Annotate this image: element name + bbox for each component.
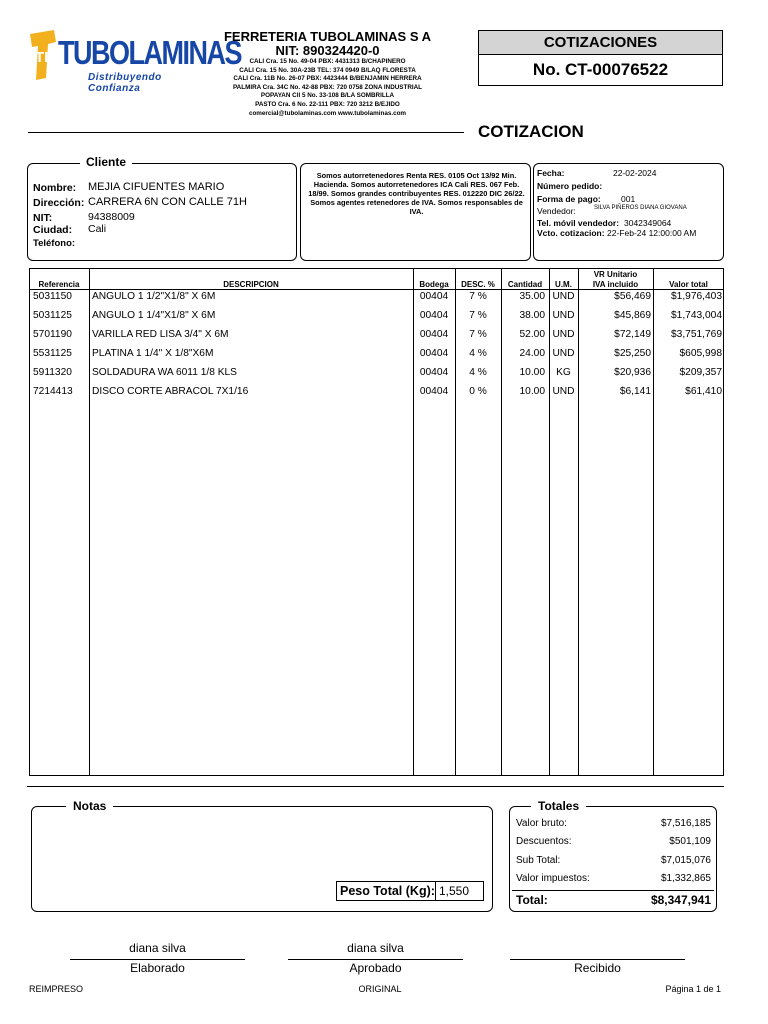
cell-valor-total: $1,976,403 (671, 291, 722, 302)
subtotal-value: $7,015,076 (660, 855, 711, 866)
payment-method-label: Forma de pago: (537, 194, 601, 204)
seller-label: Vendedor: (537, 206, 576, 216)
client-nit: 94388009 (88, 211, 135, 223)
items-table (29, 268, 724, 776)
logo-wordmark: TUBOLAMINAS (58, 34, 241, 72)
original-label: ORIGINAL (358, 984, 402, 994)
seller-phone-label: Tel. móvil vendedor: (537, 218, 620, 228)
cell-vr-unitario: $72,149 (614, 329, 651, 340)
header-bodega: Bodega (419, 280, 449, 289)
quote-number-box (478, 30, 723, 86)
cell-descripcion: VARILLA RED LISA 3/4" X 6M (92, 329, 229, 340)
cell-cantidad: 52.00 (519, 329, 545, 340)
column-divider (89, 268, 90, 776)
address-line: CALI Cra. 15 No. 30A-23B TEL: 374 0949 B/LAQ FLORESTA (239, 66, 416, 74)
cell-bodega: 00404 (419, 386, 449, 397)
logo-mark-icon (26, 28, 60, 82)
cell-descripcion: PLATINA 1 1/4" X 1/8"X6M (92, 348, 214, 359)
cell-bodega: 00404 (419, 348, 449, 359)
table-header-divider (29, 289, 724, 290)
prepared-by-label: Elaborado (130, 961, 185, 975)
cell-descripcion: ANGULO 1 1/2"X1/8" X 6M (92, 291, 216, 302)
cell-cantidad: 38.00 (519, 310, 545, 321)
cell-bodega: 00404 (419, 367, 449, 378)
cell-valor-total: $1,743,004 (671, 310, 722, 321)
seller-phone-value: 3042349064 (624, 218, 672, 228)
address-line: POPAYAN Cll 5 No. 33-108 B/LA SOMBRILLA (260, 92, 395, 100)
total-weight-value: 1,550 (436, 881, 484, 901)
cell-referencia: 5531125 (33, 348, 72, 359)
header-valor-total: Valor total (669, 280, 708, 289)
logo-tagline: Distribuyendo Confianza (88, 72, 162, 94)
cell-referencia: 5031125 (33, 310, 72, 321)
client-nit-label: NIT: (33, 212, 53, 224)
date-label: Fecha: (537, 168, 565, 178)
discounts-value: $501,109 (669, 836, 711, 847)
totals-legend: Totales (531, 799, 586, 813)
company-name: FERRETERIA TUBOLAMINAS S A (223, 29, 432, 44)
cell-referencia: 7214413 (33, 386, 73, 397)
column-divider (549, 268, 550, 776)
approved-by-line (288, 959, 463, 960)
cell-referencia: 5031150 (33, 291, 72, 302)
payment-method-value: 001 (621, 194, 636, 204)
approved-by-name: diana silva (347, 941, 404, 955)
cell-bodega: 00404 (419, 291, 449, 302)
cell-descripcion: SOLDADURA WA 6011 1/8 KLS (92, 367, 237, 378)
client-address-label: Dirección: (33, 197, 85, 209)
subtotal-label: Sub Total: (516, 855, 561, 866)
cell-vr-unitario: $56,469 (614, 291, 651, 302)
cell-descuento: 7 % (469, 329, 487, 340)
cell-descuento: 4 % (469, 348, 487, 359)
cell-valor-total: $605,998 (679, 348, 722, 359)
header-cantidad: Cantidad (507, 280, 543, 289)
cell-cantidad: 24.00 (519, 348, 545, 359)
cell-descuento: 7 % (469, 310, 487, 321)
notes-legend: Notas (66, 799, 113, 813)
client-address: CARRERA 6N CON CALLE 71H (88, 196, 247, 208)
company-header (205, 30, 450, 118)
total-divider (512, 890, 714, 891)
expiry-label: Vcto. cotizacion: (537, 228, 605, 238)
header-referencia: Referencia (38, 280, 80, 289)
address-line: CALI Cra. 15 No. 49-04 PBX: 4431313 B/CHAPINERO (249, 58, 406, 65)
cell-um: UND (552, 348, 575, 359)
address-line: CALI Cra. 11B No. 26-07 PBX: 4423444 B/BENJAMIN HERRERA (233, 75, 422, 83)
cell-um: UND (552, 291, 575, 302)
gross-value-label: Valor bruto: (516, 818, 567, 829)
total-value: $8,347,941 (650, 893, 711, 907)
cell-um: UND (552, 386, 575, 397)
column-divider (501, 268, 502, 776)
header-um: U.M. (555, 280, 572, 289)
cell-um: UND (552, 329, 575, 340)
prepared-by-line (70, 959, 245, 960)
cell-descripcion: DISCO CORTE ABRACOL 7X1/16 (92, 386, 249, 397)
cell-cantidad: 10.00 (519, 386, 545, 397)
footer-divider (27, 786, 724, 787)
company-contact: comercial@tubolaminas.com www.tubolaminas.com (248, 109, 407, 117)
company-nit: NIT: 890324420-0 (275, 43, 380, 58)
cell-cantidad: 10.00 (519, 367, 545, 378)
svg-text:TL: TL (35, 49, 54, 66)
discounts-label: Descuentos: (516, 836, 572, 847)
taxes-value: $1,332,865 (660, 873, 711, 884)
date-value: 22-02-2024 (613, 168, 657, 178)
header-iva-incluido: IVA incluido (592, 280, 639, 289)
reprint-label: REIMPRESO (29, 984, 84, 994)
total-label: Total: (516, 893, 548, 907)
column-divider (578, 268, 579, 776)
client-phone-label: Teléfono: (33, 238, 76, 249)
cell-descuento: 0 % (469, 386, 487, 397)
cell-um: UND (552, 310, 575, 321)
company-logo (26, 28, 241, 94)
document-title: COTIZACION (478, 122, 584, 141)
client-legend: Cliente (80, 155, 132, 169)
page-number: Página 1 de 1 (665, 984, 721, 994)
gross-value: $7,516,185 (660, 818, 711, 829)
cell-valor-total: $209,357 (679, 367, 722, 378)
order-number-label: Número pedido: (537, 181, 603, 191)
cell-bodega: 00404 (419, 329, 449, 340)
tax-note: Somos autorretenedores Renta RES. 0105 Oct 13/92 Min. Hacienda. Somos autorretenedores ICA Cali RES. 067 Feb. 18/99. Somos grandes contribuyentes RES. 012220 DIC 26/22. Somos agentes retenedores de IVA. Somos responsables de IVA. (308, 171, 525, 216)
cell-vr-unitario: $25,250 (614, 348, 651, 359)
expiry-value: 22-Feb-24 12:00:00 AM (607, 228, 697, 238)
header-descripcion: DESCRIPCION (223, 280, 279, 289)
cell-bodega: 00404 (419, 310, 449, 321)
address-line: PALMIRA Cra. 34C No. 42-88 PBX: 720 0758 ZONA INDUSTRIAL (232, 83, 423, 91)
cell-descuento: 4 % (469, 367, 487, 378)
received-by-line (510, 959, 685, 960)
cell-referencia: 5911320 (33, 367, 72, 378)
header-vr-unitario: VR Unitario (593, 270, 638, 279)
approved-by-label: Aprobado (349, 961, 402, 975)
cell-descripcion: ANGULO 1 1/4"X1/8" X 6M (92, 310, 216, 321)
quote-number: No. CT-00076522 (532, 60, 669, 79)
cell-valor-total: $61,410 (685, 386, 722, 397)
client-city-label: Ciudad: (33, 224, 73, 236)
cell-vr-unitario: $6,141 (619, 386, 651, 397)
cell-vr-unitario: $20,936 (614, 367, 651, 378)
taxes-label: Valor impuestos: (516, 873, 590, 884)
cell-cantidad: 35.00 (519, 291, 545, 302)
client-name: MEJIA CIFUENTES MARIO (88, 181, 225, 193)
seller-name: SILVA PIÑEROS DIANA GIOVANA (594, 205, 687, 211)
prepared-by-name: diana silva (129, 941, 186, 955)
total-weight-label: Peso Total (Kg): (336, 881, 436, 901)
column-divider (653, 268, 654, 776)
column-divider (455, 268, 456, 776)
cell-descuento: 7 % (469, 291, 487, 302)
column-divider (413, 268, 414, 776)
cell-um: KG (556, 367, 571, 378)
received-by-label: Recibido (574, 961, 621, 975)
client-city: Cali (88, 223, 107, 235)
address-line: PASTO Cra. 6 No. 22-111 PBX: 720 3212 B/EJIDO (255, 100, 400, 108)
cell-vr-unitario: $45,869 (614, 310, 651, 321)
cell-valor-total: $3,751,769 (671, 329, 722, 340)
cell-referencia: 5701190 (33, 329, 72, 340)
title-divider (28, 132, 464, 133)
client-name-label: Nombre: (33, 182, 77, 194)
header-descuento: DESC. % (461, 280, 495, 289)
quote-box-label: COTIZACIONES (479, 31, 722, 55)
